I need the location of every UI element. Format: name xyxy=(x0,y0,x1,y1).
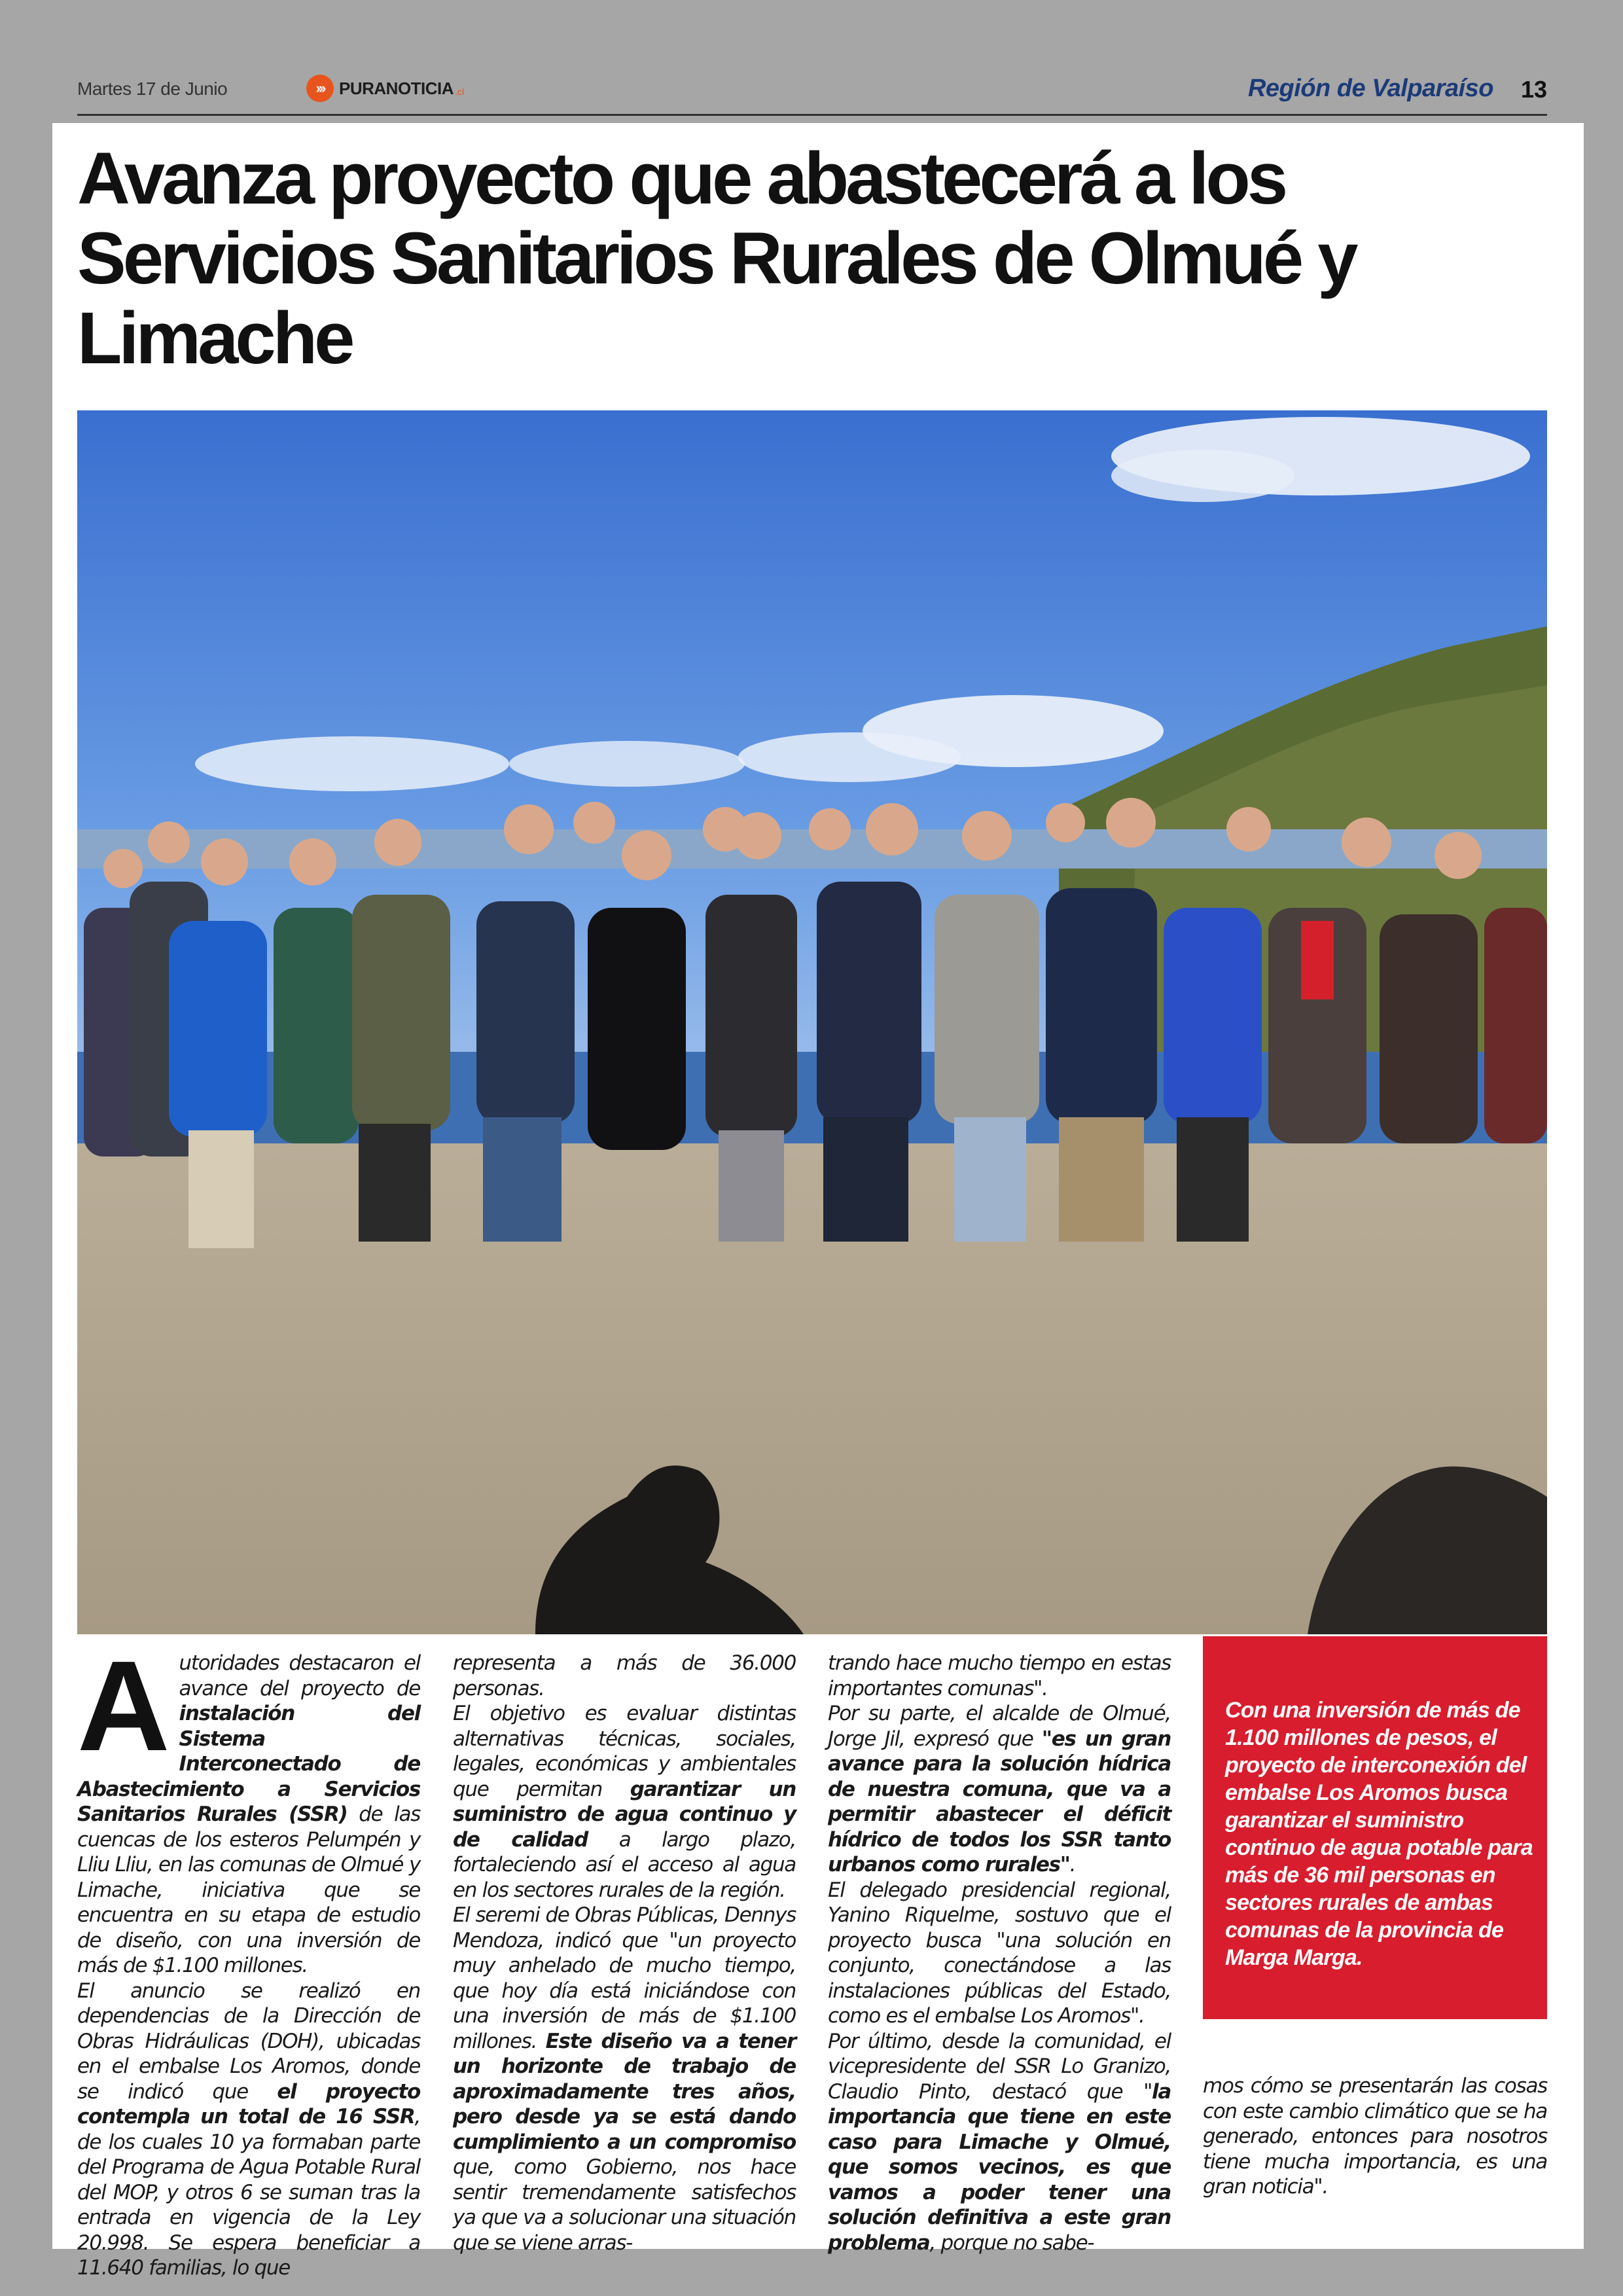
issue-date: Martes 17 de Junio xyxy=(77,79,228,99)
col3-text: Por último, desde la comunidad, el vicepresidente del SSR Lo Granizo, Claudio Pinto, destacó que " xyxy=(828,2029,1171,2104)
col1-bold: el proyecto contempla un total de 16 SSR xyxy=(77,2079,420,2128)
col4-text: mos cómo se presentarán las cosas con este cambio climático que se ha generado, entonces para nosotros tiene mucha importancia, es una gran noticia". xyxy=(1203,2074,1547,2198)
page-header xyxy=(77,72,1547,117)
header-divider xyxy=(77,114,1547,116)
logo-arrows-icon: ››› xyxy=(306,75,334,102)
col3-bold: la importancia que tiene en este caso para Limache y Olmué, que somos vecinos, es que vamos a poder tener una solución definitiva a este gran problema xyxy=(828,2079,1171,2255)
section-name: Región de Valparaíso xyxy=(1247,75,1493,102)
logo-wordmark: PURANOTICIA xyxy=(339,78,454,98)
col2-text: representa a más de 36.000 personas. xyxy=(453,1651,796,1700)
group-photo xyxy=(77,410,1547,1634)
col1-text: El anuncio se realizó en dependencias de la Dirección de Obras Hidráulicas (DOH), ubicadas en el embalse Los Aromos, donde se indicó que xyxy=(77,1979,420,2104)
col3-text: El delegado presidencial regional, Yanino Riquelme, sostuvo que el proyecto busca "una solución en conjunto, conectándose a las instalaciones públicas del Estado, como es el embalse Los Aromos". xyxy=(828,1878,1171,2028)
col1-bold: instalación del Sistema Interconectado de Abastecimiento a Servicios Sanitarios Rurales (SSR) xyxy=(77,1702,420,1826)
col3-text: , porque no sabe- xyxy=(929,2231,1094,2255)
col3-text: Por su parte, el alcalde de Olmué, Jorge Jil, expresó que xyxy=(828,1702,1171,1751)
article-column-4 xyxy=(1203,2073,1547,2200)
callout-box xyxy=(1203,1636,1547,2019)
col1-text: utoridades destacaron el avance del proyecto de xyxy=(179,1651,420,1700)
article-column-2 xyxy=(453,1651,796,2255)
col2-text: que, como Gobierno, nos hace sentir tremendamente satisfechos ya que va a solucionar una situación que se viene arras- xyxy=(453,2155,796,2255)
col1-text: , de los cuales 10 ya formaban parte del Programa de Agua Potable Rural del MOP, y otros 6 se suman tras la entrada en vigencia de la Ley 20.998. Se espera beneficiar a 11.640 familias, lo que xyxy=(77,2105,420,2280)
col3-bold: "es un gran avance para la solución hídrica de nuestra comuna, que va a permitir abastecer el déficit hídrico de todos los SSR tanto urbanos como rurales" xyxy=(828,1727,1171,1876)
col2-bold: Este diseño va a tener un horizonte de trabajo de aproximadamente tres años, pero desde ya se está dando cumplimiento a un compromiso xyxy=(453,2029,796,2154)
callout-text: Con una inversión de más de 1.100 millones de pesos, el proyecto de interconexión del embalse Los Aromos busca garantizar el suministro continuo de agua potable para más de 36 mil personas en sectores rurales de ambas comunas de la provincia de Marga Marga. xyxy=(1225,1698,1533,1970)
drop-cap: A xyxy=(77,1634,170,1778)
page-number: 13 xyxy=(1520,76,1547,103)
col2-bold: garantizar un suministro de agua continuo y de calidad xyxy=(453,1777,796,1852)
article-headline: Avanza proyecto que abastecerá a los Servicios Sanitarios Rurales de Olmué y Limache xyxy=(77,137,1355,379)
article-column-1 xyxy=(77,1634,420,2281)
col2-text: El objetivo es evaluar distintas alternativas técnicas, sociales, legales, económicas y ambientales que permitan xyxy=(453,1702,796,1801)
col2-text: a largo plazo, fortaleciendo así el acceso al agua en los sectores rurales de la región. xyxy=(453,1827,796,1902)
col2-text: El seremi de Obras Públicas, Dennys Mendoza, indicó que "un proyecto muy anhelado de mucho tiempo, que hoy día está iniciándose con una inversión de más de $1.100 millones. xyxy=(453,1903,796,2053)
article-column-3 xyxy=(828,1651,1171,2255)
logo-suffix: .cl xyxy=(455,86,465,97)
col3-text: . xyxy=(1069,1853,1076,1876)
col1-text: de las cuencas de los esteros Pelumpén y Lliu Lliu, en las comunas de Olmué y Limache, iniciativa que se encuentra en su etapa de estudio de diseño, con una inversión de más de $1.100 millones. xyxy=(77,1803,420,1977)
puranoticia-logo xyxy=(306,75,464,102)
col3-text: trando hace mucho tiempo en estas importantes comunas". xyxy=(828,1651,1171,1700)
